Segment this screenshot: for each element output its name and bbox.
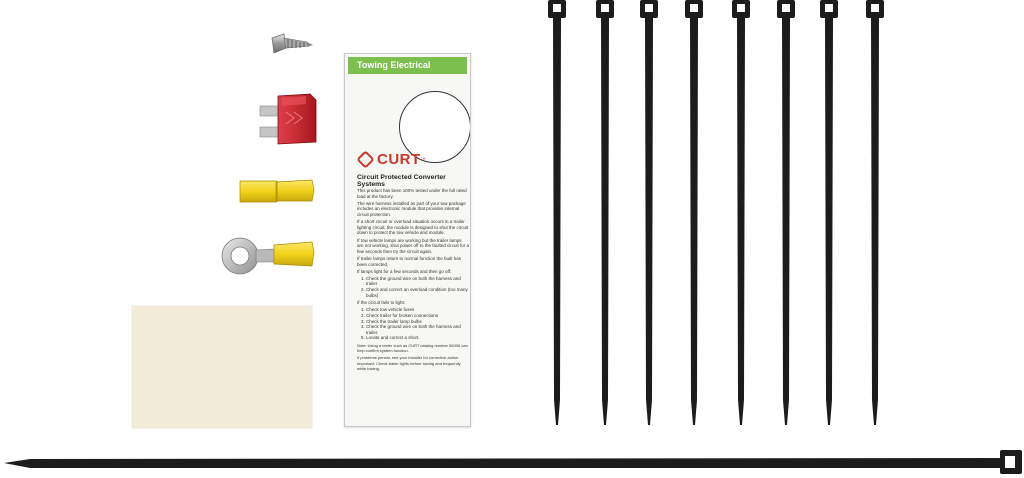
cable-tie-3-icon (640, 0, 658, 425)
instruction-tag (344, 53, 471, 427)
list-item: 2. Check and correct an overload condition (too many bulbs) (366, 287, 469, 298)
list1-intro: If lamps light for a few seconds and then go off: (357, 268, 452, 274)
tag-note: Important: Check trailer lights before towing and frequently while towing. (357, 361, 461, 372)
list2 (357, 307, 469, 341)
ring-terminal-icon (222, 238, 314, 274)
tag-paragraph: If trailer lamps return to normal function the fault has been corrected. (357, 255, 462, 267)
brand-logo: CURT ™ (359, 151, 426, 168)
list-item: 1. Check the ground wire on both the harness and trailer (366, 276, 469, 287)
long-cable-tie-icon (4, 450, 1022, 474)
curt-logo-icon (356, 150, 374, 168)
tag-paragraph: This product has been 100% tested under the full rated load at the factory. (357, 188, 467, 199)
cable-tie-5-icon (732, 0, 750, 425)
fuse-icon (260, 94, 316, 144)
list-item: 1. Check tow vehicle fuses (366, 307, 469, 313)
tag-note: If problems persist, see your installer for corrective action. (357, 354, 460, 360)
adhesive-pad-icon (132, 306, 312, 428)
cable-tie-1-icon (548, 0, 566, 425)
list-item: 3. Check the trailer lamp bulbs (366, 319, 469, 325)
tag-paragraph: The wire harness installed as part of your tow package includes an electronic module that provides internal circuit protection. (357, 200, 466, 217)
cable-ties-vertical (548, 0, 884, 425)
list-item: 5. Locate and correct a short. (366, 335, 469, 341)
cable-tie-2-icon (596, 0, 614, 425)
screw-icon (272, 34, 313, 53)
tag-note: Note: Using a tester such as CURT catalog number 56006 can help confirm system function. (357, 343, 468, 353)
tag-paragraph: If tow vehicle lamps are working but the trailer lamps are not working, shut power off to the faulted circuit for a few seconds then try the circuit again. (357, 237, 469, 254)
tag-title: Circuit Protected Converter Systems (357, 174, 446, 188)
cable-tie-4-icon (685, 0, 703, 425)
list1 (357, 276, 469, 298)
tag-header: Towing Electrical (348, 57, 467, 74)
cable-tie-7-icon (820, 0, 838, 425)
tag-paragraph: If a short circuit or overload situation occurs in a trailer lighting circuit, the module is designed to shut the circuit down to protect the tow vehicle and module. (357, 219, 469, 236)
list2-intro: If the circuit fails to light: (357, 300, 406, 306)
list-item: 2. Check trailer for broken connections (366, 313, 469, 319)
butt-connector-icon (240, 180, 314, 202)
list-item: 4. Check the ground wire on both the harness and trailer. (366, 324, 469, 335)
cable-tie-8-icon (866, 0, 884, 425)
brand-name: CURT (377, 151, 421, 168)
tag-body (357, 188, 469, 373)
cable-tie-6-icon (777, 0, 795, 425)
